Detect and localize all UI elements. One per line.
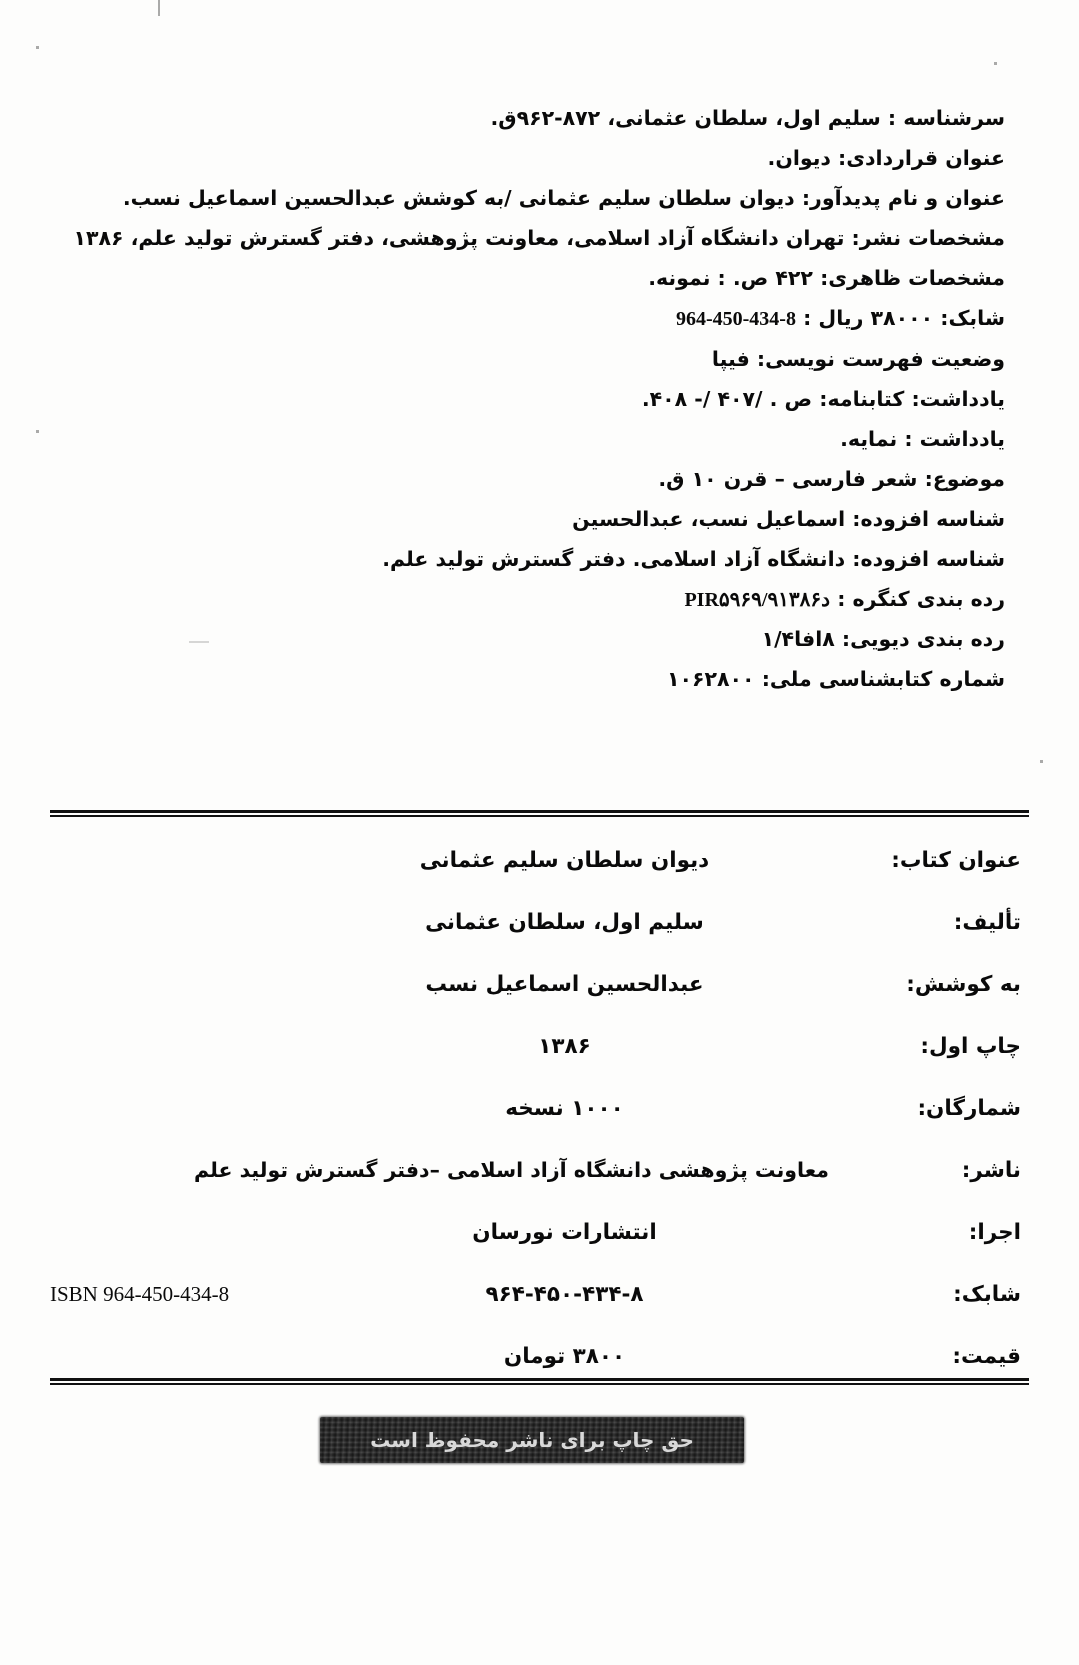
cip-line-added-entry-person: شناسه افزوده: اسماعیل نسب، عبدالحسین bbox=[572, 506, 1005, 531]
row-value-executor: انتشارات نورسان bbox=[472, 1220, 657, 1245]
cip-line-added-entry-corporate: شناسه افزوده: دانشگاه آزاد اسلامی. دفتر گسترش تولید علم. bbox=[382, 546, 1005, 571]
table-row bbox=[50, 1158, 1029, 1220]
colophon-table bbox=[50, 848, 1029, 1406]
row-value-book-title: دیوان سلطان سلیم عثمانی bbox=[419, 848, 710, 873]
table-row bbox=[50, 1220, 1029, 1282]
row-label-print-run: شمارگان: bbox=[917, 1096, 1021, 1121]
row-value-first-edition: ۱۳۸۶ bbox=[538, 1034, 591, 1059]
scan-artifact bbox=[36, 46, 39, 49]
table-row bbox=[50, 1034, 1029, 1096]
cip-line-cataloging-status: وضعیت فهرست نویسی: فیپا bbox=[711, 346, 1005, 371]
row-value-isbn: ۹۶۴-۴۵۰-۴۳۴-۸ bbox=[485, 1282, 644, 1307]
row-label-isbn: شابک: bbox=[953, 1282, 1021, 1307]
row-value-author: سلیم اول، سلطان عثمانی bbox=[425, 910, 704, 935]
scan-artifact bbox=[994, 62, 997, 65]
scan-artifact bbox=[1040, 760, 1043, 763]
row-label-publisher: ناشر: bbox=[961, 1158, 1021, 1183]
row-label-book-title: عنوان کتاب: bbox=[891, 848, 1021, 873]
cip-line-title-statement: عنوان و نام پدیدآور: دیوان سلطان سلیم عثمانی /به کوشش عبدالحسین اسماعیل نسب. bbox=[122, 186, 1005, 210]
row-value-editor: عبدالحسین اسماعیل نسب bbox=[425, 972, 704, 997]
table-row bbox=[50, 972, 1029, 1034]
cip-isbn-prefix: شابک: ۳۸۰۰۰ ریال : bbox=[795, 306, 1005, 330]
table-row bbox=[50, 1344, 1029, 1406]
cip-line-publication: مشخصات نشر: تهران دانشگاه آزاد اسلامی، معاونت پژوهشی، دفتر گسترش تولید علم، ۱۳۸۶ bbox=[73, 226, 1005, 250]
cip-line-isbn bbox=[74, 308, 1005, 329]
row-label-author: تألیف: bbox=[953, 910, 1021, 935]
row-extra-isbn-latin: ISBN 964-450-434-8 bbox=[50, 1282, 230, 1306]
cip-block bbox=[74, 108, 1005, 709]
row-value-publisher: معاونت پژوهشی دانشگاه آزاد اسلامی –دفتر گسترش تولید علم bbox=[194, 1158, 829, 1182]
cip-congress-value: PIR۵۹۶۹/د۹۱۳۸۶ bbox=[684, 588, 831, 611]
copyright-banner bbox=[320, 1417, 744, 1463]
row-label-price: قیمت: bbox=[952, 1344, 1021, 1369]
copyright-banner-text: حق چاپ برای ناشر محفوظ است bbox=[370, 1428, 694, 1452]
table-row bbox=[50, 910, 1029, 972]
table-row bbox=[50, 848, 1029, 910]
cip-line-bibliography-note: یادداشت: کتابنامه: ص . /۴۰۷ /- ۴۰۸. bbox=[641, 386, 1005, 411]
cip-line-uniform-title: عنوان قراردادی: دیوان. bbox=[767, 146, 1005, 170]
cip-line-physical: مشخصات ظاهری: ۴۲۲ ص. : نمونه. bbox=[648, 266, 1005, 290]
scan-artifact bbox=[36, 430, 39, 433]
row-label-editor: به کوشش: bbox=[906, 972, 1021, 997]
row-value-print-run: ۱۰۰۰ نسخه bbox=[505, 1096, 624, 1121]
divider-rule-bottom bbox=[50, 1378, 1029, 1385]
row-value-price: ۳۸۰۰ تومان bbox=[503, 1344, 626, 1369]
table-row bbox=[50, 1096, 1029, 1158]
row-label-first-edition: چاپ اول: bbox=[920, 1034, 1021, 1059]
cip-line-congress-class bbox=[74, 586, 1005, 611]
cip-line-subject: موضوع: شعر فارسی – قرن ۱۰ ق. bbox=[658, 466, 1005, 491]
cip-line-dewey-class: رده بندی دیویی: ۸افا۱/۴ bbox=[761, 627, 1005, 651]
table-row bbox=[50, 1282, 1029, 1344]
cip-line-national-bib-no: شماره کتابشناسی ملی: ۱۰۶۲۸۰۰ bbox=[666, 667, 1005, 691]
row-label-executor: اجرا: bbox=[968, 1220, 1021, 1245]
scan-artifact bbox=[158, 0, 160, 16]
cip-isbn-value: 964-450-434-8 bbox=[675, 308, 796, 330]
cip-line-index-note: یادداشت : نمایه. bbox=[840, 426, 1005, 451]
cip-congress-prefix: رده بندی کنگره : bbox=[830, 586, 1005, 611]
divider-rule-top bbox=[50, 810, 1029, 817]
cip-line-heading: سرشناسه : سلیم اول، سلطان عثمانی، ۸۷۲-۹۶۲ق. bbox=[490, 106, 1005, 130]
